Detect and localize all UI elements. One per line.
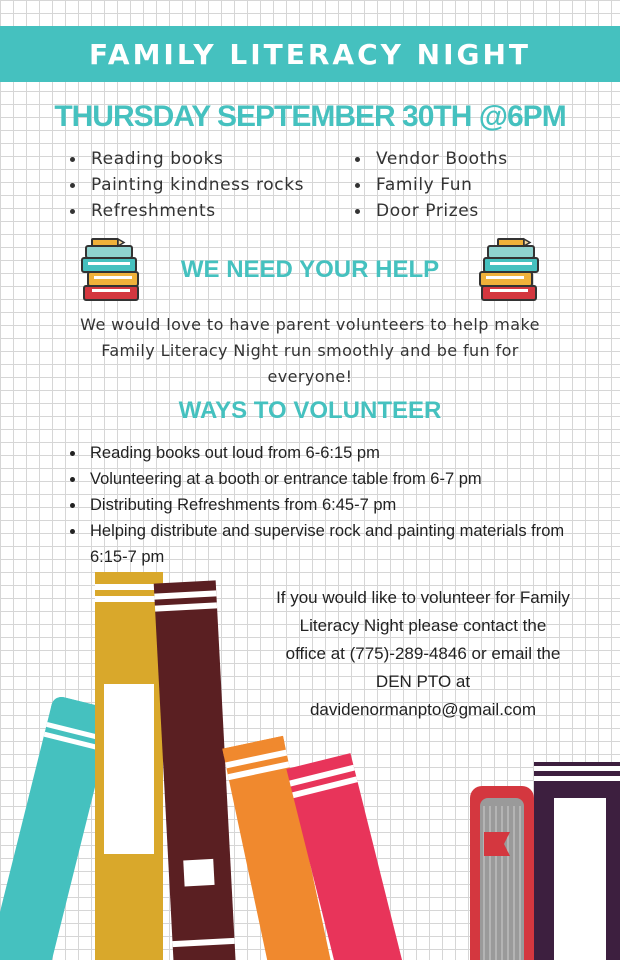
event-title: FAMILY LITERACY NIGHT xyxy=(88,37,532,71)
list-item: Painting kindness rocks xyxy=(68,172,304,198)
help-heading: WE NEED YOUR HELP xyxy=(180,256,440,283)
contact-line: office at (775)-289-4846 or email the xyxy=(285,644,561,663)
event-date: THURSDAY SEPTEMBER 30TH @6PM xyxy=(54,100,566,133)
list-item: Helping distribute and supervise rock and painting materials from 6:15-7 pm xyxy=(68,518,598,570)
maroon-book xyxy=(154,580,237,960)
purple-book xyxy=(534,762,620,960)
contact-email: davidenormanpto@gmail.com xyxy=(309,700,537,719)
activities-list-right xyxy=(353,146,508,224)
list-item: Door Prizes xyxy=(353,198,508,224)
list-item: Reading books xyxy=(68,146,304,172)
help-description: We would love to have parent volunteers to help make Family Literacy Night run smoothly and be fun for everyone! xyxy=(80,315,540,386)
contact-line: If you would like to volunteer for Family xyxy=(276,588,570,607)
list-item: Volunteering at a booth or entrance table from 6-7 pm xyxy=(68,466,598,492)
contact-line: Literacy Night please contact the xyxy=(299,616,547,635)
volunteer-list xyxy=(68,440,598,570)
contact-info xyxy=(248,584,598,724)
list-item: Refreshments xyxy=(68,198,304,224)
list-item: Distributing Refreshments from 6:45-7 pm xyxy=(68,492,598,518)
mustard-book xyxy=(95,572,163,960)
title-banner xyxy=(0,26,620,82)
list-item: Vendor Booths xyxy=(353,146,508,172)
red-book xyxy=(470,786,534,960)
list-item: Family Fun xyxy=(353,172,508,198)
list-item: Reading books out loud from 6-6:15 pm xyxy=(68,440,598,466)
volunteer-heading: WAYS TO VOLUNTEER xyxy=(178,397,442,424)
activities-list-left xyxy=(68,146,304,224)
contact-line: DEN PTO at xyxy=(375,672,471,691)
